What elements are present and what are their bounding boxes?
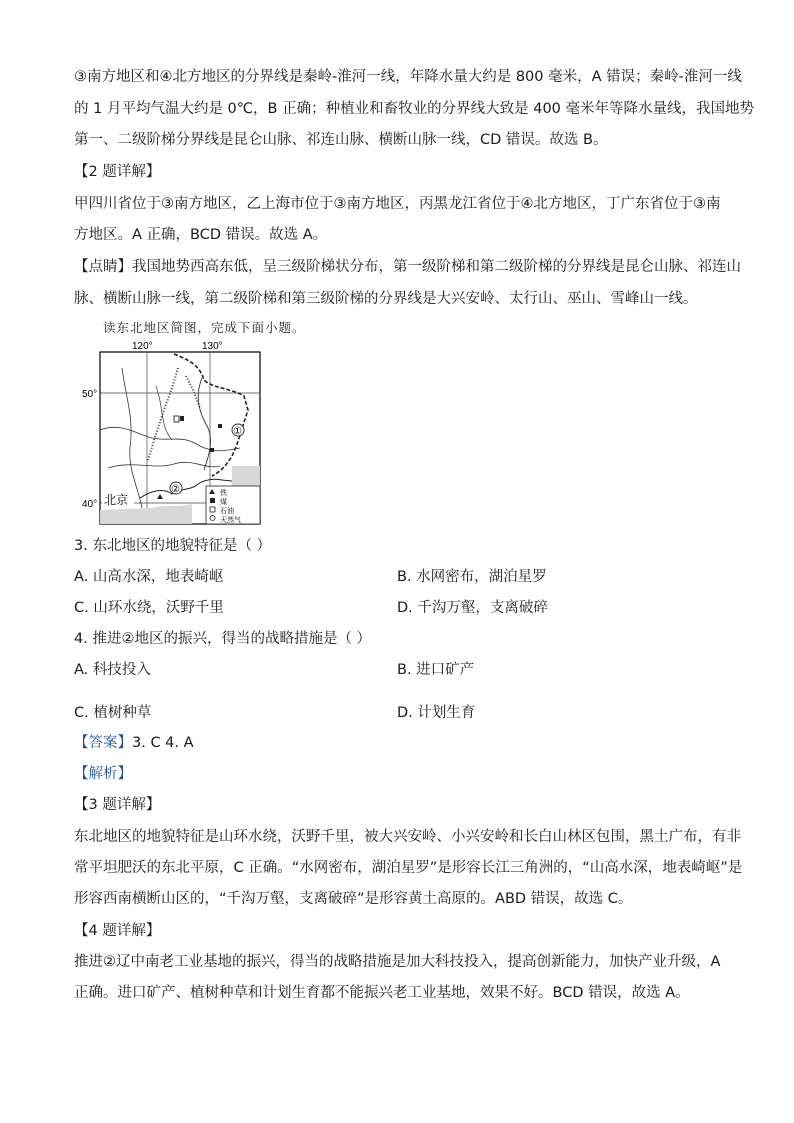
q4-detail-line: 正确。进口矿产、植树种草和计划生育都不能振兴老工业基地，效果不好。BCD 错误，故选 A。 [74,985,690,1001]
answer-label: 【答案】 [74,735,132,751]
city-label-beijing: 北京 [104,493,129,507]
marker-1: ① [233,426,242,437]
lat-label-50: 50° [82,389,98,400]
coal-symbol [210,498,215,503]
province-boundary [108,462,220,468]
river [198,378,210,470]
q3-detail-line: 形容西南横断山区的，“千沟万壑，支离破碎”是形容黄土高原的。ABD 错误，故选 C。 [74,891,633,907]
sea-area [232,466,260,488]
map-caption: 读东北地区简图，完成下面小题。 [103,320,306,335]
text-line: 甲四川省位于③南方地区，乙上海市位于③南方地区，丙黑龙江省位于④北方地区，丁广东省位于③南 [74,196,721,212]
province-boundary [122,368,142,508]
answer-line [74,733,194,753]
text-line: ③南方地区和④北方地区的分界线是秦岭-淮河一线，年降水量大约是 800 毫米，A 错误；秦岭-淮河一线 [74,69,742,85]
marker-2: ② [171,484,180,495]
q4-option-a[interactable]: A. 科技投入 [74,662,151,678]
q4-option-c[interactable]: C. 植树种草 [74,705,152,721]
oil-field-symbol [174,416,179,422]
national-border [174,354,248,476]
q4-option-b[interactable]: B. 进口矿产 [397,662,475,678]
province-boundary [100,427,240,450]
legend-iron-ore: 铁 [220,490,227,497]
text-line: 第一、二级阶梯分界线是昆仑山脉、祁连山脉、横断山脉一线，CD 错误。故选 B。 [74,132,608,148]
question-3-stem: 3. 东北地区的地貌特征是（ ） [74,538,272,554]
q4-option-d[interactable]: D. 计划生育 [397,705,476,721]
mountain-range-xiao-hinggan [186,376,200,408]
iron-ore-site [157,494,163,499]
q4-detail-line: 推进②辽中南老工业基地的振兴，得当的战略措施是加大科技投入，提高创新能力，加快产业升级，A [74,954,721,970]
q3-detail-line: 东北地区的地貌特征是山环水绕，沃野千里，被大兴安岭、小兴安岭和长白山林区包围，黑土广布，有非 [74,829,741,845]
coal-field-symbol [210,448,214,452]
legend-coal: 煤 [220,499,227,506]
text-line: 方地区。A 正确，BCD 错误。故选 A。 [74,227,328,243]
q3-option-c[interactable]: C. 山环水绕，沃野千里 [74,600,224,616]
lat-label-40: 40° [82,499,98,510]
legend-natural-gas: 天然气 [220,517,241,524]
q3-option-b[interactable]: B. 水网密布，湖泊星罗 [397,569,547,585]
key-point-line: 【点睛】我国地势西高东低，呈三级阶梯状分布，第一级阶梯和第二级阶梯的分界线是昆仑山脉、祁连山 [74,259,741,275]
analysis-header: 【解析】 [74,766,132,782]
q4-detail-header: 【4 题详解】 [74,923,161,939]
section-header: 【2 题详解】 [74,164,161,180]
question-4-stem: 4. 推进②地区的振兴，得当的战略措施是（ ） [74,631,372,647]
q3-option-d[interactable]: D. 千沟万壑，支离破碎 [397,600,548,616]
coal-field-symbol [218,424,222,428]
northeast-china-map [82,338,272,530]
q3-detail-line: 常平坦肥沃的东北平原，C 正确。“水网密布，湖泊星罗”是形容长江三角洲的，“山高水深，地表崎岖”是 [74,860,743,876]
lon-label-120: 120° [132,341,153,352]
text-line: 脉、横断山脉一线，第二级阶梯和第三级阶梯的分界线是大兴安岭、太行山、巫山、雪峰山一线。 [74,291,698,307]
lon-label-130: 130° [202,341,223,352]
coal-field-symbol [180,416,184,421]
legend-oil: 石油 [220,508,234,515]
answer-text: 3. C 4. A [132,735,194,751]
q3-option-a[interactable]: A. 山高水深，地表崎岖 [74,569,224,585]
mountain-range-da-hinggan [148,368,178,460]
q3-detail-header: 【3 题详解】 [74,797,161,813]
text-line: 的 1 月平均气温大约是 0℃，B 正确；种植业和畜牧业的分界线大致是 400 毫米年等降水量线，我国地势 [74,101,755,117]
